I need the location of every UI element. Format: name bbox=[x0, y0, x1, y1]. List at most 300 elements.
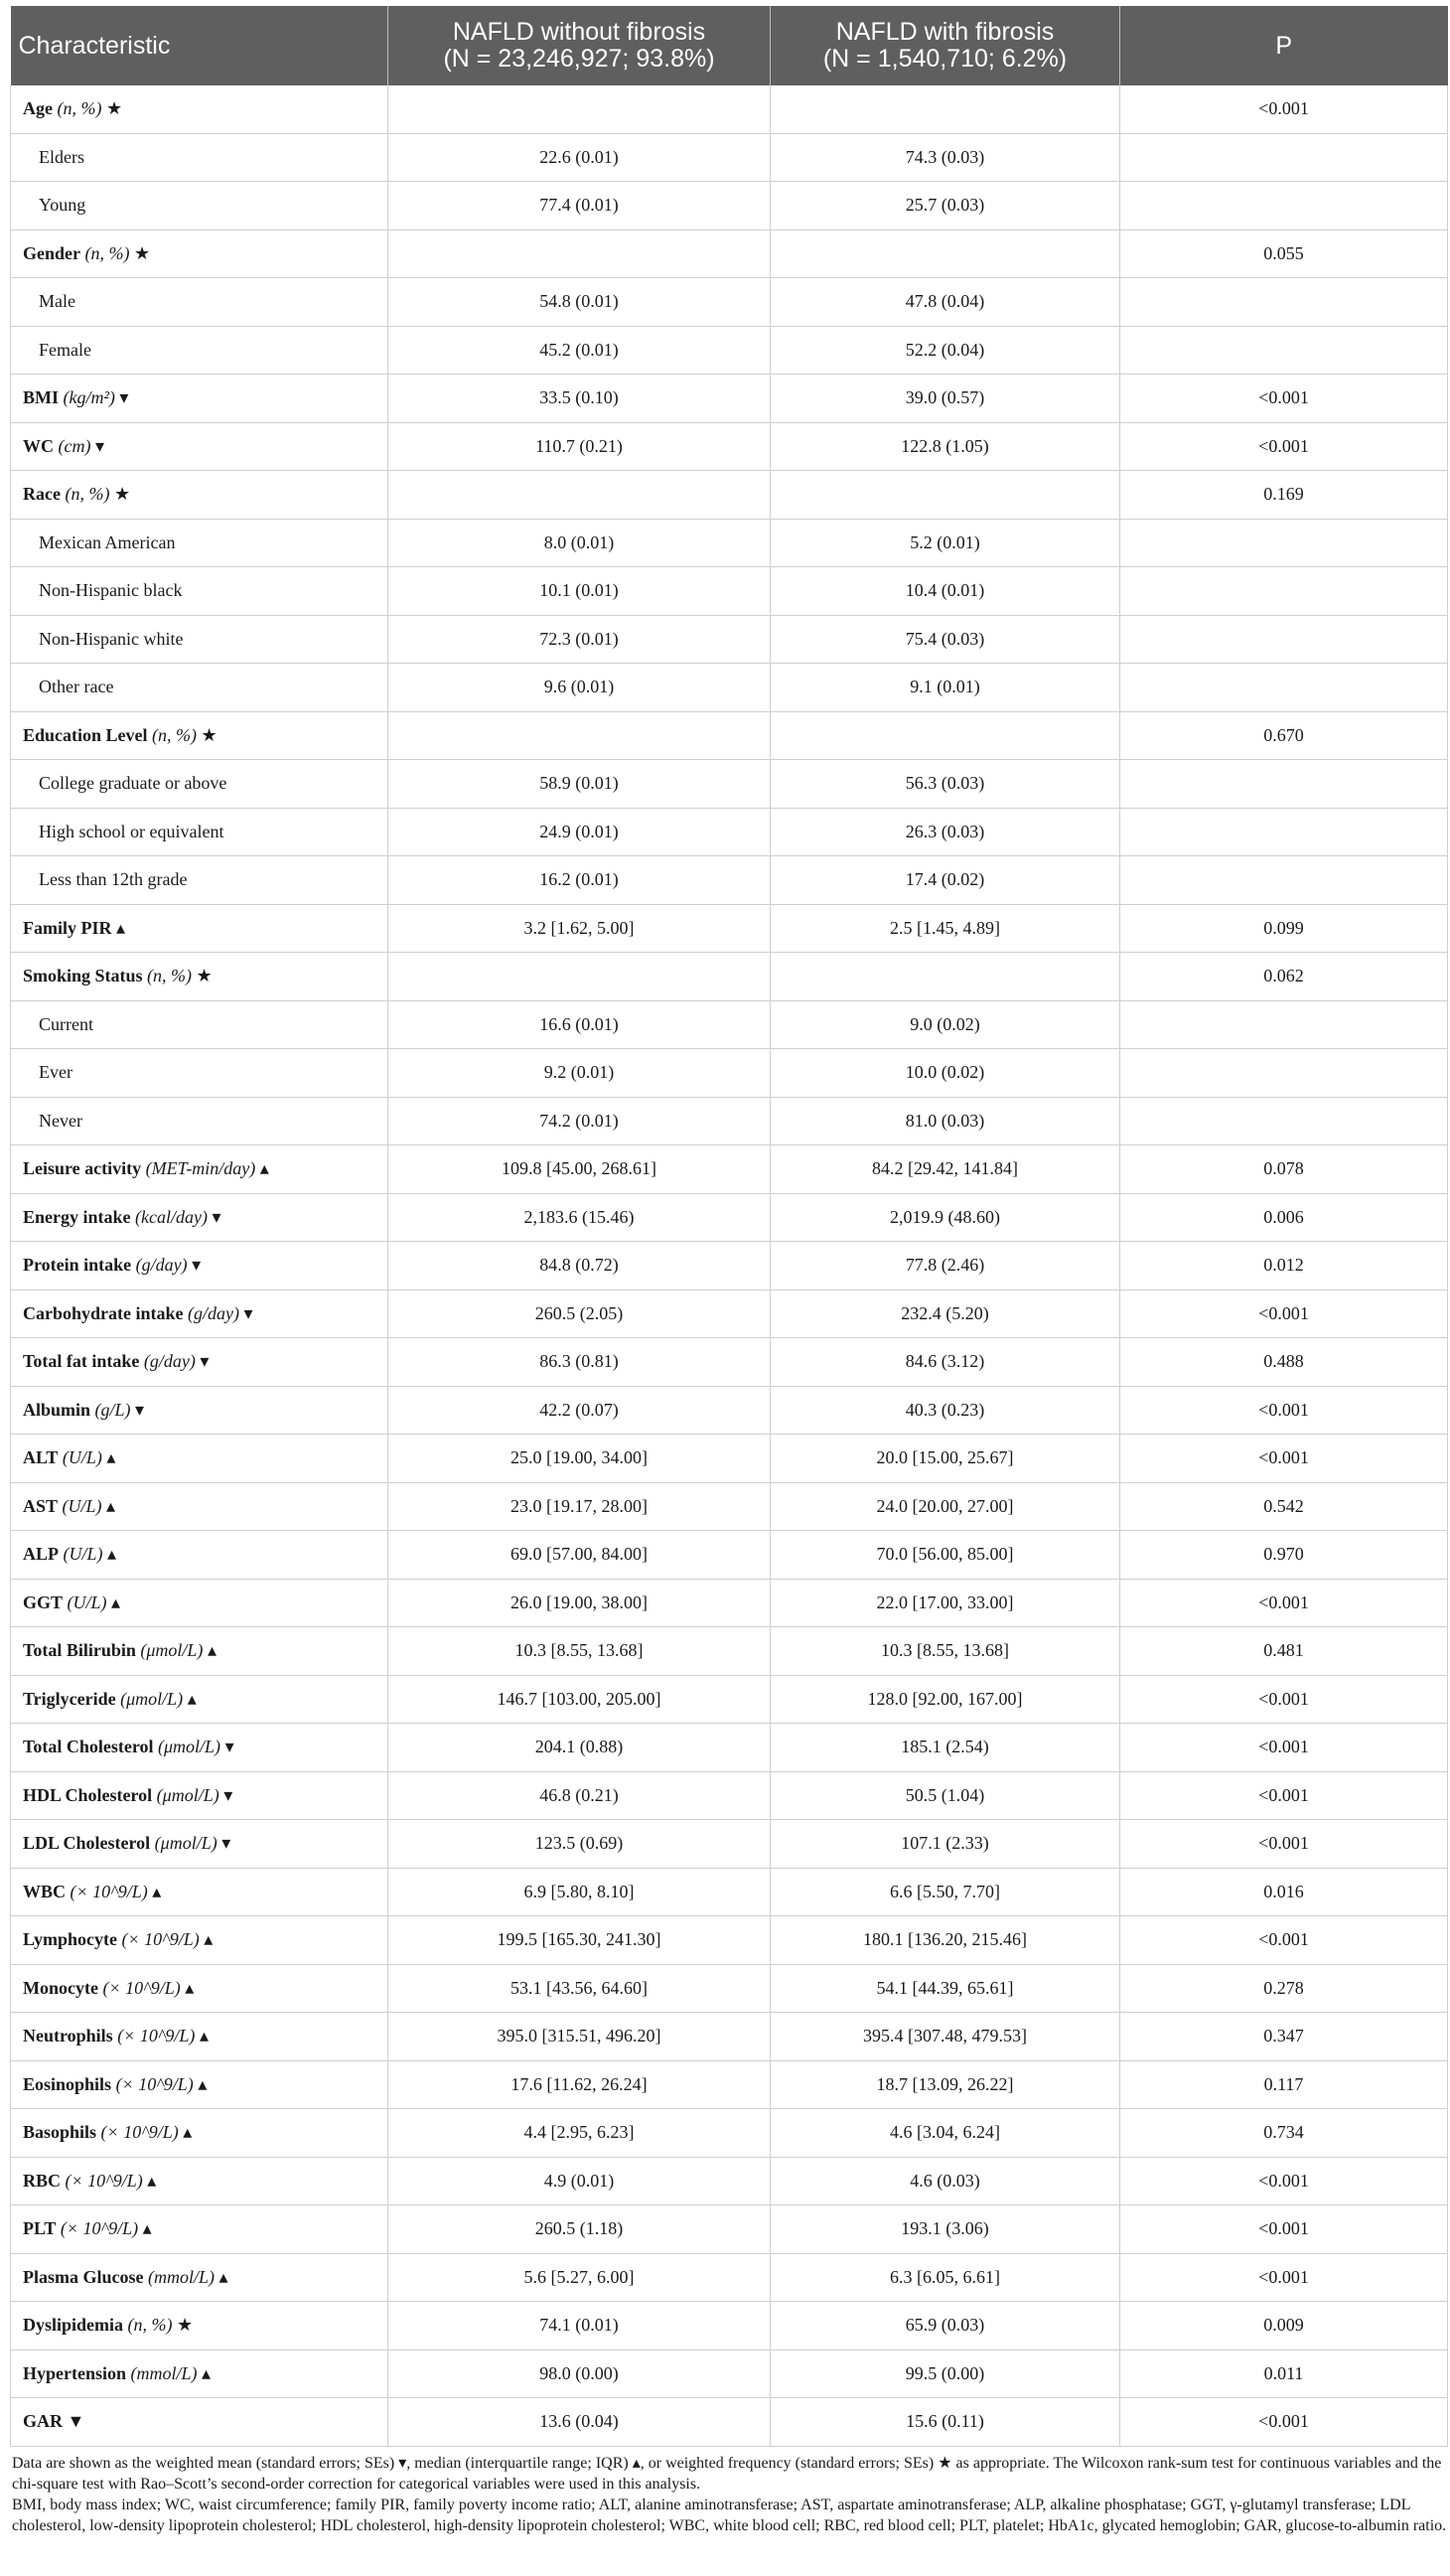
table-row bbox=[11, 278, 1448, 327]
row-symbol: ▴ bbox=[178, 2122, 193, 2143]
value-without-fibrosis: 69.0 [57.00, 84.00] bbox=[388, 1531, 771, 1580]
row-name: Monocyte bbox=[23, 1977, 98, 1998]
row-symbol: ▴ bbox=[199, 1929, 214, 1950]
row-symbol: ▾ bbox=[90, 435, 105, 456]
table-row bbox=[11, 375, 1448, 423]
p-value: <0.001 bbox=[1120, 375, 1448, 423]
row-label bbox=[11, 2205, 388, 2254]
value-without-fibrosis bbox=[388, 711, 771, 760]
table-row bbox=[11, 1386, 1448, 1435]
row-unit: (× 10^9/L) bbox=[100, 2122, 179, 2143]
row-unit: (n, %) bbox=[127, 2315, 173, 2336]
row-name: Female bbox=[39, 339, 91, 360]
value-with-fibrosis: 70.0 [56.00, 85.00] bbox=[771, 1531, 1120, 1580]
row-symbol: ▴ bbox=[101, 1495, 116, 1516]
row-name: Smoking Status bbox=[23, 966, 143, 986]
table-row bbox=[11, 1435, 1448, 1483]
row-name: Gender bbox=[23, 242, 80, 263]
row-name: Total fat intake bbox=[23, 1351, 140, 1372]
row-name: HDL Cholesterol bbox=[23, 1784, 153, 1805]
row-name: Family PIR bbox=[23, 917, 112, 938]
row-symbol: ★ bbox=[101, 98, 123, 119]
value-with-fibrosis: 75.4 (0.03) bbox=[771, 615, 1120, 664]
row-name: GAR bbox=[23, 2411, 63, 2432]
row-label bbox=[11, 2157, 388, 2205]
row-unit: (μmol/L) bbox=[140, 1640, 204, 1661]
row-label bbox=[11, 1531, 388, 1580]
row-name: AST bbox=[23, 1495, 59, 1516]
row-name: Total Cholesterol bbox=[23, 1737, 154, 1757]
table-row bbox=[11, 1049, 1448, 1098]
value-without-fibrosis: 109.8 [45.00, 268.61] bbox=[388, 1145, 771, 1194]
row-label bbox=[11, 711, 388, 760]
p-value: 0.078 bbox=[1120, 1145, 1448, 1194]
row-name: Current bbox=[39, 1013, 93, 1034]
footnote-methods: Data are shown as the weighted mean (standard errors; SEs) ▾, median (interquartile range; IQR) ▴, or weighted frequency (standard errors; SEs) ★ as appropriate. The Wilcoxon rank-sum test for continuous variables and the chi-square test with Rao–Scott’s second-order correction for categorical variables were used in this analysis. bbox=[12, 2454, 1442, 2493]
row-name: High school or equivalent bbox=[39, 821, 224, 841]
value-with-fibrosis: 39.0 (0.57) bbox=[771, 375, 1120, 423]
value-with-fibrosis: 20.0 [15.00, 25.67] bbox=[771, 1435, 1120, 1483]
value-with-fibrosis bbox=[771, 711, 1120, 760]
row-label bbox=[11, 1916, 388, 1965]
value-with-fibrosis: 99.5 (0.00) bbox=[771, 2349, 1120, 2398]
value-without-fibrosis: 54.8 (0.01) bbox=[388, 278, 771, 327]
row-symbol: ★ bbox=[197, 724, 218, 745]
value-without-fibrosis: 74.2 (0.01) bbox=[388, 1097, 771, 1145]
table-row bbox=[11, 1771, 1448, 1820]
row-symbol: ▴ bbox=[111, 917, 126, 938]
row-name: Race bbox=[23, 484, 61, 505]
value-without-fibrosis: 23.0 [19.17, 28.00] bbox=[388, 1482, 771, 1531]
table-row bbox=[11, 2013, 1448, 2061]
table-row bbox=[11, 2302, 1448, 2350]
row-symbol: ★ bbox=[192, 966, 213, 986]
p-value: <0.001 bbox=[1120, 1386, 1448, 1435]
row-label bbox=[11, 856, 388, 905]
value-with-fibrosis: 26.3 (0.03) bbox=[771, 808, 1120, 856]
value-without-fibrosis: 5.6 [5.27, 6.00] bbox=[388, 2253, 771, 2302]
value-with-fibrosis: 193.1 (3.06) bbox=[771, 2205, 1120, 2254]
row-name: LDL Cholesterol bbox=[23, 1833, 151, 1854]
row-label bbox=[11, 1338, 388, 1387]
value-with-fibrosis: 40.3 (0.23) bbox=[771, 1386, 1120, 1435]
value-with-fibrosis: 56.3 (0.03) bbox=[771, 760, 1120, 809]
row-label bbox=[11, 904, 388, 953]
table-container bbox=[10, 6, 1447, 2536]
p-value: 0.970 bbox=[1120, 1531, 1448, 1580]
row-label bbox=[11, 1675, 388, 1724]
value-without-fibrosis: 6.9 [5.80, 8.10] bbox=[388, 1868, 771, 1916]
value-without-fibrosis bbox=[388, 85, 771, 133]
header-characteristic: Characteristic bbox=[11, 6, 388, 85]
row-label bbox=[11, 229, 388, 278]
row-unit: (× 10^9/L) bbox=[60, 2218, 139, 2239]
value-without-fibrosis: 98.0 (0.00) bbox=[388, 2349, 771, 2398]
row-label bbox=[11, 1627, 388, 1676]
row-name: Education Level bbox=[23, 724, 148, 745]
row-name: Non-Hispanic white bbox=[39, 628, 184, 649]
p-value: 0.055 bbox=[1120, 229, 1448, 278]
value-with-fibrosis: 50.5 (1.04) bbox=[771, 1771, 1120, 1820]
row-unit: (g/day) bbox=[188, 1302, 239, 1323]
row-unit: (μmol/L) bbox=[156, 1784, 219, 1805]
table-row bbox=[11, 808, 1448, 856]
row-name: Never bbox=[39, 1110, 82, 1131]
value-without-fibrosis: 74.1 (0.01) bbox=[388, 2302, 771, 2350]
row-symbol: ▴ bbox=[183, 1688, 197, 1709]
row-name: GGT bbox=[23, 1591, 64, 1612]
value-with-fibrosis bbox=[771, 229, 1120, 278]
value-without-fibrosis: 10.1 (0.01) bbox=[388, 567, 771, 616]
value-without-fibrosis: 146.7 [103.00, 205.00] bbox=[388, 1675, 771, 1724]
table-row bbox=[11, 1675, 1448, 1724]
p-value: <0.001 bbox=[1120, 1820, 1448, 1869]
table-row bbox=[11, 2157, 1448, 2205]
row-name: Protein intake bbox=[23, 1255, 132, 1276]
p-value: <0.001 bbox=[1120, 1289, 1448, 1338]
row-unit: (g/day) bbox=[135, 1255, 188, 1276]
table-row bbox=[11, 2060, 1448, 2109]
value-without-fibrosis: 199.5 [165.30, 241.30] bbox=[388, 1916, 771, 1965]
row-label bbox=[11, 278, 388, 327]
p-value: 0.734 bbox=[1120, 2109, 1448, 2158]
row-label bbox=[11, 1145, 388, 1194]
table-row bbox=[11, 1868, 1448, 1916]
value-without-fibrosis: 24.9 (0.01) bbox=[388, 808, 771, 856]
row-label bbox=[11, 1724, 388, 1772]
row-label bbox=[11, 375, 388, 423]
row-name: Basophils bbox=[23, 2122, 97, 2143]
row-symbol: ★ bbox=[172, 2315, 194, 2336]
table-row bbox=[11, 1482, 1448, 1531]
row-name: Male bbox=[39, 291, 75, 312]
value-without-fibrosis: 58.9 (0.01) bbox=[388, 760, 771, 809]
value-with-fibrosis: 84.2 [29.42, 141.84] bbox=[771, 1145, 1120, 1194]
row-name: WC bbox=[23, 435, 54, 456]
p-value: <0.001 bbox=[1120, 2398, 1448, 2447]
row-label bbox=[11, 2013, 388, 2061]
p-value: 0.011 bbox=[1120, 2349, 1448, 2398]
table-row bbox=[11, 2109, 1448, 2158]
row-symbol: ▾ bbox=[220, 1737, 234, 1757]
row-label bbox=[11, 1771, 388, 1820]
row-name: Hypertension bbox=[23, 2362, 127, 2383]
value-with-fibrosis bbox=[771, 953, 1120, 1001]
p-value: <0.001 bbox=[1120, 1435, 1448, 1483]
table-row bbox=[11, 1964, 1448, 2013]
value-with-fibrosis: 2.5 [1.45, 4.89] bbox=[771, 904, 1120, 953]
row-name: WBC bbox=[23, 1881, 67, 1901]
table-row bbox=[11, 1242, 1448, 1290]
table-row bbox=[11, 856, 1448, 905]
value-with-fibrosis: 52.2 (0.04) bbox=[771, 326, 1120, 375]
p-value: <0.001 bbox=[1120, 2253, 1448, 2302]
table-row bbox=[11, 1916, 1448, 1965]
p-value bbox=[1120, 808, 1448, 856]
value-with-fibrosis: 2,019.9 (48.60) bbox=[771, 1193, 1120, 1242]
table-row bbox=[11, 2205, 1448, 2254]
row-label bbox=[11, 567, 388, 616]
row-symbol: ▾ bbox=[207, 1206, 221, 1227]
row-symbol: ▴ bbox=[180, 1977, 195, 1998]
p-value: 0.006 bbox=[1120, 1193, 1448, 1242]
table-row bbox=[11, 760, 1448, 809]
row-symbol: ▴ bbox=[203, 1640, 217, 1661]
p-value bbox=[1120, 1000, 1448, 1049]
value-without-fibrosis bbox=[388, 471, 771, 520]
row-name: Young bbox=[39, 195, 86, 216]
p-value: 0.009 bbox=[1120, 2302, 1448, 2350]
value-without-fibrosis: 45.2 (0.01) bbox=[388, 326, 771, 375]
value-without-fibrosis: 204.1 (0.88) bbox=[388, 1724, 771, 1772]
table-row bbox=[11, 85, 1448, 133]
row-name: Eosinophils bbox=[23, 2073, 112, 2094]
header-with-fibrosis-title: NAFLD with fibrosis bbox=[835, 18, 1055, 46]
row-unit: (μmol/L) bbox=[154, 1833, 218, 1854]
value-without-fibrosis: 4.9 (0.01) bbox=[388, 2157, 771, 2205]
table-row bbox=[11, 664, 1448, 712]
table-row bbox=[11, 1193, 1448, 1242]
header-without-fibrosis bbox=[388, 6, 771, 85]
row-label bbox=[11, 1868, 388, 1916]
p-value: 0.099 bbox=[1120, 904, 1448, 953]
value-without-fibrosis bbox=[388, 229, 771, 278]
value-with-fibrosis: 9.1 (0.01) bbox=[771, 664, 1120, 712]
row-name: Dyslipidemia bbox=[23, 2315, 124, 2336]
value-without-fibrosis: 2,183.6 (15.46) bbox=[388, 1193, 771, 1242]
value-without-fibrosis: 10.3 [8.55, 13.68] bbox=[388, 1627, 771, 1676]
p-value bbox=[1120, 1097, 1448, 1145]
table-row bbox=[11, 1097, 1448, 1145]
value-with-fibrosis: 65.9 (0.03) bbox=[771, 2302, 1120, 2350]
p-value: 0.542 bbox=[1120, 1482, 1448, 1531]
row-label bbox=[11, 953, 388, 1001]
row-label bbox=[11, 2349, 388, 2398]
value-with-fibrosis: 6.3 [6.05, 6.61] bbox=[771, 2253, 1120, 2302]
row-symbol: ★ bbox=[109, 484, 131, 505]
header-with-fibrosis-n: (N = 1,540,710; 6.2%) bbox=[822, 45, 1068, 73]
p-value: <0.001 bbox=[1120, 1771, 1448, 1820]
value-with-fibrosis bbox=[771, 471, 1120, 520]
row-label bbox=[11, 1435, 388, 1483]
row-unit: (U/L) bbox=[67, 1591, 107, 1612]
footnote-abbreviations: BMI, body mass index; WC, waist circumference; family PIR, family poverty income ratio; ALT, alanine aminotransferase; AST, aspartate aminotransferase; ALP, alkaline phosphatase; GGT, γ-glutamyl transferase; LDL cholesterol, low-density lipoprotein cholesterol; HDL cholesterol, high-density lipoprotein cholesterol; WBC, white blood cell; RBC, red blood cell; PLT, platelet; HbA1c, glycated hemoglobin; GAR, glucose-to-albumin ratio. bbox=[12, 2496, 1447, 2534]
table-row bbox=[11, 1338, 1448, 1387]
table-row bbox=[11, 711, 1448, 760]
row-label bbox=[11, 2109, 388, 2158]
p-value bbox=[1120, 856, 1448, 905]
value-without-fibrosis: 9.6 (0.01) bbox=[388, 664, 771, 712]
row-name: ALT bbox=[23, 1447, 59, 1468]
row-symbol: ▴ bbox=[193, 2073, 208, 2094]
row-unit: (g/day) bbox=[143, 1351, 196, 1372]
value-with-fibrosis: 6.6 [5.50, 7.70] bbox=[771, 1868, 1120, 1916]
p-value bbox=[1120, 182, 1448, 230]
value-without-fibrosis: 22.6 (0.01) bbox=[388, 133, 771, 182]
row-name: Triglyceride bbox=[23, 1688, 116, 1709]
table-row bbox=[11, 229, 1448, 278]
row-name: Plasma Glucose bbox=[23, 2266, 144, 2287]
row-symbol: ▴ bbox=[106, 1591, 121, 1612]
header-row bbox=[11, 6, 1448, 85]
p-value: 0.670 bbox=[1120, 711, 1448, 760]
row-label bbox=[11, 1193, 388, 1242]
value-without-fibrosis: 84.8 (0.72) bbox=[388, 1242, 771, 1290]
row-label bbox=[11, 133, 388, 182]
row-unit: (n, %) bbox=[147, 966, 193, 986]
row-label bbox=[11, 1000, 388, 1049]
row-label bbox=[11, 2060, 388, 2109]
value-with-fibrosis: 74.3 (0.03) bbox=[771, 133, 1120, 182]
row-name: Albumin bbox=[23, 1399, 91, 1420]
row-name: Total Bilirubin bbox=[23, 1640, 136, 1661]
row-label bbox=[11, 615, 388, 664]
table-row bbox=[11, 182, 1448, 230]
table-row bbox=[11, 1145, 1448, 1194]
table-row bbox=[11, 1627, 1448, 1676]
p-value: <0.001 bbox=[1120, 422, 1448, 471]
p-value bbox=[1120, 278, 1448, 327]
table-row bbox=[11, 1820, 1448, 1869]
row-symbol: ▾ bbox=[217, 1833, 231, 1854]
table-row bbox=[11, 567, 1448, 616]
row-name: Lymphocyte bbox=[23, 1929, 118, 1950]
value-with-fibrosis: 10.3 [8.55, 13.68] bbox=[771, 1627, 1120, 1676]
row-name: Mexican American bbox=[39, 531, 176, 552]
row-name: Neutrophils bbox=[23, 2026, 113, 2046]
value-without-fibrosis bbox=[388, 953, 771, 1001]
p-value bbox=[1120, 664, 1448, 712]
row-label bbox=[11, 664, 388, 712]
value-with-fibrosis: 84.6 (3.12) bbox=[771, 1338, 1120, 1387]
row-unit: (mmol/L) bbox=[130, 2362, 198, 2383]
p-value: 0.169 bbox=[1120, 471, 1448, 520]
value-without-fibrosis: 33.5 (0.10) bbox=[388, 375, 771, 423]
p-value bbox=[1120, 567, 1448, 616]
p-value bbox=[1120, 519, 1448, 567]
row-label bbox=[11, 760, 388, 809]
value-with-fibrosis: 22.0 [17.00, 33.00] bbox=[771, 1579, 1120, 1627]
row-unit: (n, %) bbox=[152, 724, 197, 745]
value-without-fibrosis: 25.0 [19.00, 34.00] bbox=[388, 1435, 771, 1483]
value-with-fibrosis: 17.4 (0.02) bbox=[771, 856, 1120, 905]
row-label bbox=[11, 1964, 388, 2013]
p-value: 0.016 bbox=[1120, 1868, 1448, 1916]
p-value bbox=[1120, 1049, 1448, 1098]
row-name: Leisure activity bbox=[23, 1158, 142, 1179]
row-name: BMI bbox=[23, 387, 59, 408]
row-unit: (× 10^9/L) bbox=[121, 1929, 200, 1950]
row-label bbox=[11, 1097, 388, 1145]
row-symbol: ▴ bbox=[215, 2266, 228, 2287]
row-symbol: ▾ bbox=[114, 387, 129, 408]
value-without-fibrosis: 4.4 [2.95, 6.23] bbox=[388, 2109, 771, 2158]
row-label bbox=[11, 2398, 388, 2447]
row-symbol: ▾ bbox=[218, 1784, 233, 1805]
row-name: ALP bbox=[23, 1544, 59, 1565]
table-body bbox=[11, 85, 1448, 2446]
row-symbol: ▾ bbox=[238, 1302, 253, 1323]
value-without-fibrosis: 110.7 (0.21) bbox=[388, 422, 771, 471]
value-with-fibrosis: 107.1 (2.33) bbox=[771, 1820, 1120, 1869]
row-label bbox=[11, 1386, 388, 1435]
row-unit: (μmol/L) bbox=[120, 1688, 184, 1709]
p-value bbox=[1120, 615, 1448, 664]
p-value: <0.001 bbox=[1120, 1579, 1448, 1627]
value-with-fibrosis: 9.0 (0.02) bbox=[771, 1000, 1120, 1049]
row-name: Less than 12th grade bbox=[39, 869, 188, 890]
row-name: Carbohydrate intake bbox=[23, 1302, 184, 1323]
table-row bbox=[11, 326, 1448, 375]
row-name: Energy intake bbox=[23, 1206, 131, 1227]
value-without-fibrosis: 8.0 (0.01) bbox=[388, 519, 771, 567]
p-value: <0.001 bbox=[1120, 2157, 1448, 2205]
row-label bbox=[11, 1482, 388, 1531]
p-value: <0.001 bbox=[1120, 1675, 1448, 1724]
row-symbol: ★ bbox=[129, 242, 151, 263]
value-without-fibrosis: 13.6 (0.04) bbox=[388, 2398, 771, 2447]
row-label bbox=[11, 1289, 388, 1338]
value-without-fibrosis: 260.5 (1.18) bbox=[388, 2205, 771, 2254]
row-name: Other race bbox=[39, 677, 114, 697]
table-row bbox=[11, 615, 1448, 664]
value-with-fibrosis: 128.0 [92.00, 167.00] bbox=[771, 1675, 1120, 1724]
row-symbol: ▴ bbox=[102, 1544, 117, 1565]
row-unit: (μmol/L) bbox=[158, 1737, 221, 1757]
value-with-fibrosis: 25.7 (0.03) bbox=[771, 182, 1120, 230]
value-without-fibrosis: 53.1 [43.56, 64.60] bbox=[388, 1964, 771, 2013]
value-with-fibrosis: 232.4 (5.20) bbox=[771, 1289, 1120, 1338]
value-with-fibrosis: 15.6 (0.11) bbox=[771, 2398, 1120, 2447]
row-label bbox=[11, 471, 388, 520]
row-unit: (× 10^9/L) bbox=[70, 1881, 148, 1901]
row-symbol: ▴ bbox=[101, 1447, 116, 1468]
value-without-fibrosis: 3.2 [1.62, 5.00] bbox=[388, 904, 771, 953]
row-label bbox=[11, 1579, 388, 1627]
table-row bbox=[11, 471, 1448, 520]
row-unit: (n, %) bbox=[65, 484, 110, 505]
value-with-fibrosis bbox=[771, 85, 1120, 133]
row-name: RBC bbox=[23, 2170, 62, 2191]
characteristics-table bbox=[10, 6, 1448, 2447]
value-with-fibrosis: 18.7 [13.09, 26.22] bbox=[771, 2060, 1120, 2109]
row-unit: (n, %) bbox=[84, 242, 130, 263]
value-with-fibrosis: 180.1 [136.20, 215.46] bbox=[771, 1916, 1120, 1965]
row-label bbox=[11, 422, 388, 471]
row-label bbox=[11, 1820, 388, 1869]
value-without-fibrosis: 17.6 [11.62, 26.24] bbox=[388, 2060, 771, 2109]
header-without-fibrosis-n: (N = 23,246,927; 93.8%) bbox=[443, 45, 715, 73]
value-with-fibrosis: 77.8 (2.46) bbox=[771, 1242, 1120, 1290]
row-unit: (cm) bbox=[58, 435, 91, 456]
row-unit: (× 10^9/L) bbox=[117, 2026, 196, 2046]
row-symbol: ▴ bbox=[142, 2170, 157, 2191]
table-row bbox=[11, 1000, 1448, 1049]
row-name: College graduate or above bbox=[39, 773, 227, 794]
table-row bbox=[11, 904, 1448, 953]
row-symbol: ▴ bbox=[195, 2026, 209, 2046]
row-unit: (U/L) bbox=[62, 1447, 102, 1468]
row-name: Non-Hispanic black bbox=[39, 580, 183, 601]
value-with-fibrosis: 395.4 [307.48, 479.53] bbox=[771, 2013, 1120, 2061]
row-label bbox=[11, 326, 388, 375]
table-row bbox=[11, 2349, 1448, 2398]
table-row bbox=[11, 1724, 1448, 1772]
table-row bbox=[11, 2398, 1448, 2447]
value-without-fibrosis: 123.5 (0.69) bbox=[388, 1820, 771, 1869]
value-with-fibrosis: 122.8 (1.05) bbox=[771, 422, 1120, 471]
p-value: 0.481 bbox=[1120, 1627, 1448, 1676]
